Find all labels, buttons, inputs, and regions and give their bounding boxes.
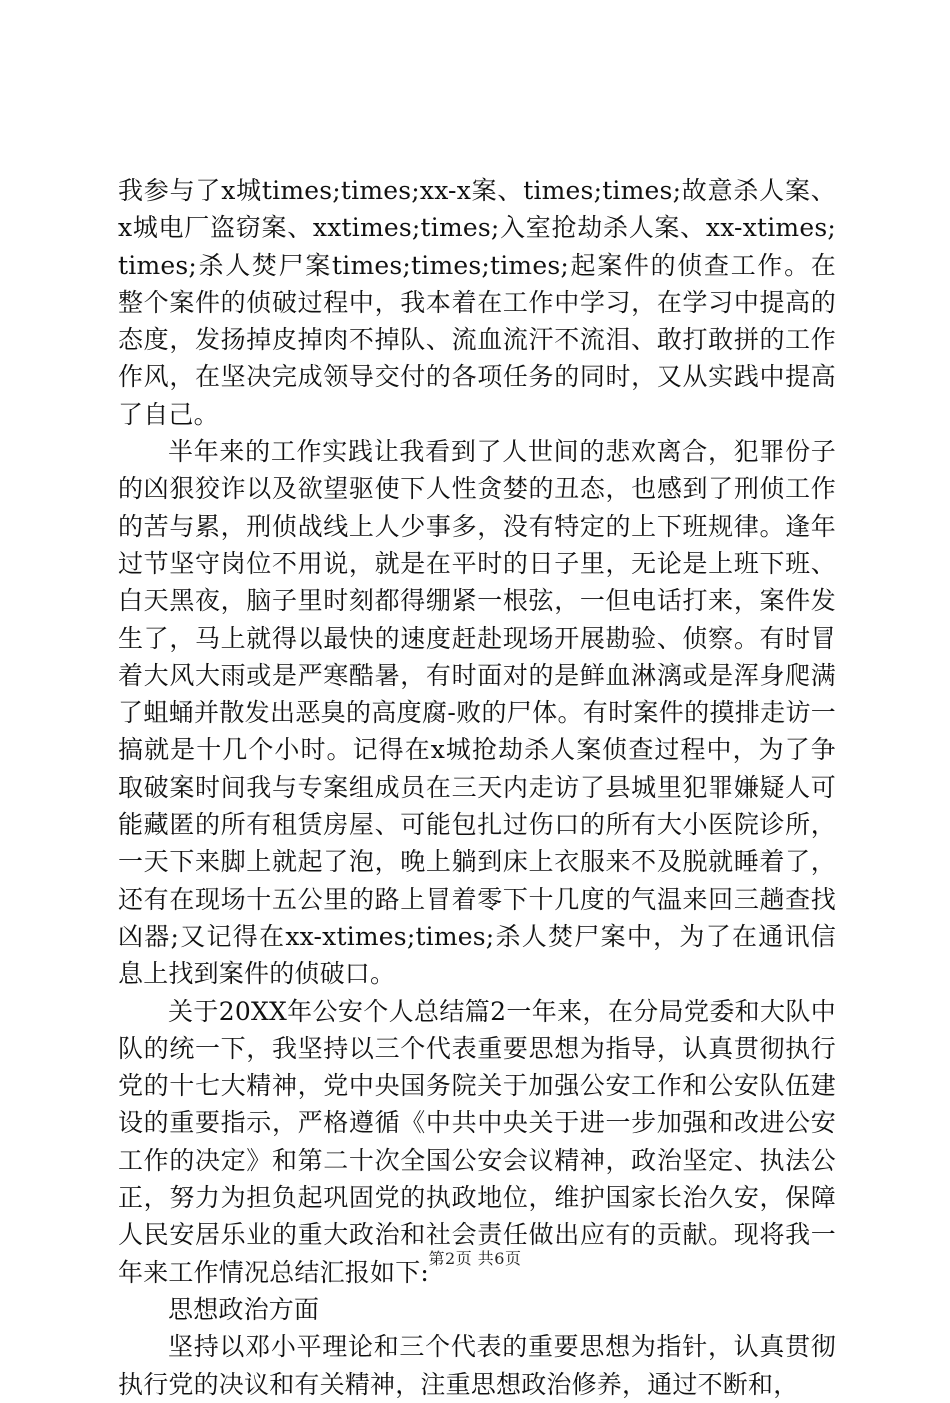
paragraph-1: 我参与了x城times;times;xx-x案、times;times;故意杀人案、x城电厂盗窃案、xxtimes;times;入室抢劫杀人案、xx-xtimes;times;杀人焚尸案times;times;times;起案件的侦查工作。在整个案件的侦破过程中，我本着在工作中学习，在学习中提高的态度，发扬掉皮掉肉不掉队、流血流汗不流泪、敢打敢拼的工作作风，在坚决完成领导交付的各项任务的同时，又从实践中提高了自己。 xyxy=(118,176,836,429)
document-body xyxy=(118,172,836,1403)
paragraph-3: 关于20XX年公安个人总结篇2一年来，在分局党委和大队中队的统一下，我坚持以三个代表重要思想为指导，认真贯彻执行党的十七大精神，党中央国务院关于加强公安工作和公安队伍建设的重要指示，严格遵循《中共中央关于进一步加强和改进公安工作的决定》和第二十次全国公安会议精神，政治坚定、执法公正，努力为担负起巩固党的执政地位，维护国家长治久安，保障人民安居乐业的重大政治和社会责任做出应有的贡献。现将我一年来工作情况总结汇报如下: xyxy=(118,996,836,1287)
page-number-footer: 第2页 共6页 xyxy=(428,1249,522,1268)
paragraph-4: 坚持以邓小平理论和三个代表的重要思想为指针，认真贯彻执行党的决议和有关精神，注重思想政治修养，通过不断和， xyxy=(118,1332,836,1399)
paragraph-2: 半年来的工作实践让我看到了人世间的悲欢离合，犯罪份子的凶狠狡诈以及欲望驱使下人性贪婪的丑态，也感到了刑侦工作的苦与累，刑侦战线上人少事多，没有特定的上下班规律。逢年过节坚守岗位不用说，就是在平时的日子里，无论是上班下班、白天黑夜，脑子里时刻都得绷紧一根弦，一但电话打来，案件发生了，马上就得以最快的速度赶赴现场开展勘验、侦察。有时冒着大风大雨或是严寒酷暑，有时面对的是鲜血淋漓或是浑身爬满了蛆蛹并散发出恶臭的高度腐-败的尸体。有时案件的摸排走访一搞就是十几个小时。记得在x城抢劫杀人案侦查过程中，为了争取破案时间我与专案组成员在三天内走访了县城里犯罪嫌疑人可能藏匿的所有租赁房屋、可能包扎过伤口的所有大小医院诊所，一天下来脚上就起了泡，晚上躺到床上衣服来不及脱就睡着了，还有在现场十五公里的路上冒着零下十几度的气温来回三趟查找凶器;又记得在xx-xtimes;times;杀人焚尸案中，为了在通讯信息上找到案件的侦破口。 xyxy=(118,437,836,989)
section-heading: 思想政治方面 xyxy=(168,1294,320,1324)
